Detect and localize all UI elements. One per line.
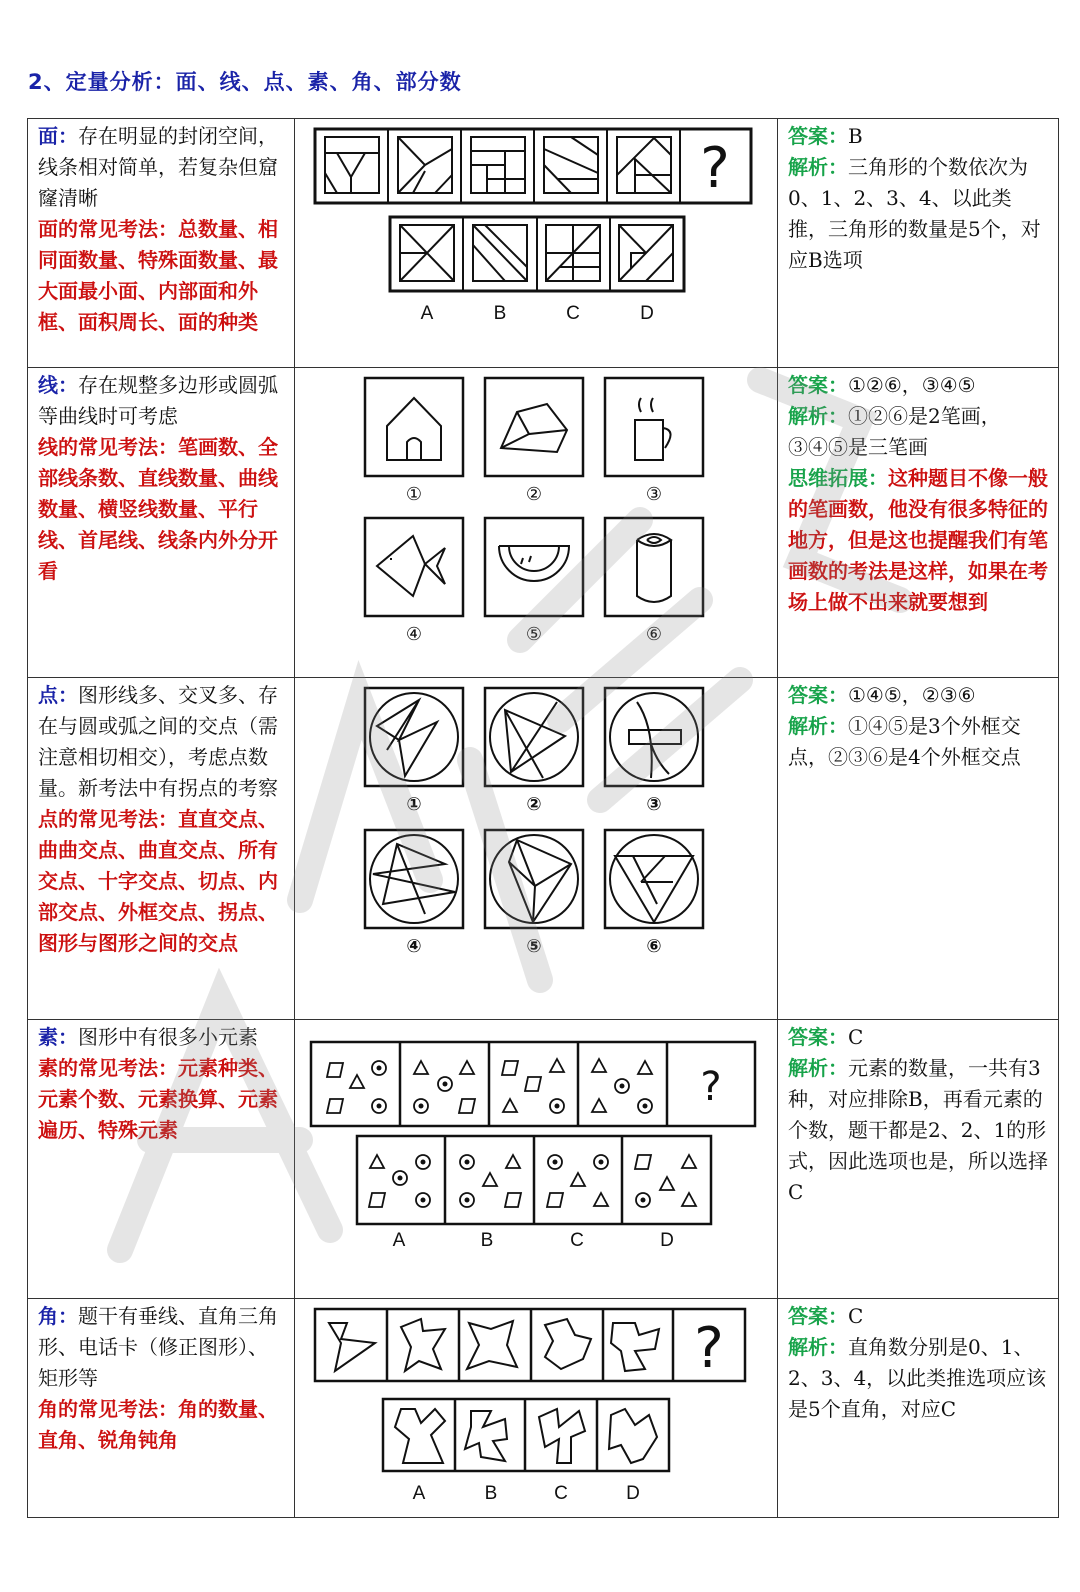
desc-cell [28,1299,295,1518]
figure-label: ⑤ [525,624,543,645]
answer-value: B [848,124,863,148]
answer-cell [778,368,1059,678]
option-label: A [392,1230,406,1251]
answer-cell [778,1020,1059,1299]
row-label: 角： [38,1304,78,1328]
figure-label: ⑤ [526,936,542,957]
row-methods: 线的常见考法：笔画数、全部线条数、直线数量、曲线数量、横竖线数量、平行线、首尾线、线条内外分开看 [38,435,278,583]
figure-cell [295,1020,778,1299]
row-desc: 图形中有很多小元素 [78,1025,258,1049]
element-figure [295,1020,777,1297]
face-figure [295,119,777,366]
answer-label: 答案： [788,1304,848,1328]
option-label: C [570,1230,584,1251]
analysis-label: 解析： [788,155,848,179]
option-label: A [420,303,434,324]
row-label: 面： [38,124,78,148]
angle-figure [295,1299,777,1516]
option-label: C [554,1483,568,1504]
answer-value: C [848,1304,864,1328]
figure-label: ④ [406,936,422,957]
figure-label: ⑥ [645,624,663,645]
row-methods: 面的常见考法：总数量、相同面数量、特殊面数量、最大面最小面、内部面和外框、面积周长、面的种类 [38,217,278,334]
row-methods: 点的常见考法：直直交点、曲曲交点、曲直交点、所有交点、十字交点、切点、内部交点、外框交点、拐点、图形与图形之间的交点 [38,807,278,955]
option-label: D [626,1483,640,1504]
option-label: B [493,303,507,324]
row-desc: 图形线多、交叉多、存在与圆或弧之间的交点（需注意相切相交），考虑点数量。新考法中有拐点的考察 [38,683,278,800]
analysis-text: 直角数分别是0、1、2、3、4，以此类推选项应该是5个直角，对应C [788,1335,1047,1421]
figure-label: ② [526,794,542,815]
extend-label: 思维拓展： [788,466,888,490]
figure-cell [295,678,778,1020]
option-label: D [660,1230,674,1251]
row-label: 点： [38,683,78,707]
option-label: A [412,1483,426,1504]
table-row [28,1299,1059,1518]
row-desc: 存在明显的封闭空间，线条相对简单，若复杂但窟窿清晰 [38,124,278,210]
option-label: D [640,303,654,324]
answer-value: ①④⑤，②③⑥ [848,683,976,707]
question-mark: ? [694,1316,724,1381]
analysis-text: 三角形的个数依次为0、1、2、3、4、以此类推，三角形的数量是5个，对应B选项 [788,155,1041,272]
answer-cell [778,1299,1059,1518]
option-label: B [480,1230,494,1251]
figure-label: ① [406,794,422,815]
figure-cell [295,1299,778,1518]
point-figure [295,678,777,1018]
extend-text: 这种题目不像一般的笔画数，他没有很多特征的地方，但是这也提醒我们有笔画数的考法是这样，如果在考场上做不出来就要想到 [788,466,1048,614]
line-figure [295,368,777,676]
analysis-text: ①②⑥是2笔画，③④⑤是三笔画 [788,404,1001,459]
answer-label: 答案： [788,124,848,148]
row-label: 线： [38,373,78,397]
row-desc: 存在规整多边形或圆弧等曲线时可考虑 [38,373,278,428]
desc-cell [28,119,295,368]
table-row [28,678,1059,1020]
row-methods: 角的常见考法：角的数量、直角、锐角钝角 [38,1397,278,1452]
answer-cell [778,119,1059,368]
option-label: C [566,303,580,324]
row-desc: 题干有垂线、直角三角形、电话卡（修正图形）、矩形等 [38,1304,278,1390]
question-mark: ? [700,1064,722,1110]
analysis-label: 解析： [788,714,848,738]
analysis-label: 解析： [788,1056,848,1080]
figure-label: ① [405,484,423,505]
question-mark: ? [700,136,730,201]
row-methods: 素的常见考法：元素种类、元素个数、元素换算、元素遍历、特殊元素 [38,1056,278,1142]
table-row [28,368,1059,678]
desc-cell [28,368,295,678]
option-label: B [484,1483,498,1504]
answer-label: 答案： [788,683,848,707]
answer-label: 答案： [788,373,848,397]
analysis-label: 解析： [788,404,848,428]
answer-cell [778,678,1059,1020]
table-row [28,1020,1059,1299]
figure-cell [295,368,778,678]
analysis-text: ①④⑤是3个外框交点，②③⑥是4个外框交点 [788,714,1021,769]
table-row [28,119,1059,368]
figure-label: ④ [405,624,423,645]
answer-value: C [848,1025,864,1049]
content-table [27,118,1059,1518]
desc-cell [28,1020,295,1299]
analysis-text: 元素的数量，一共有3种，对应排除B，再看元素的个数，题干都是2、2、1的形式，因此选项也是，所以选择C [788,1056,1048,1204]
figure-label: ② [525,484,543,505]
figure-label: ⑥ [646,936,662,957]
page-title: 2、定量分析：面、线、点、素、角、部分数 [28,70,462,94]
figure-cell [295,119,778,368]
answer-label: 答案： [788,1025,848,1049]
answer-value: ①②⑥，③④⑤ [848,373,976,397]
row-label: 素： [38,1025,78,1049]
analysis-label: 解析： [788,1335,848,1359]
desc-cell [28,678,295,1020]
figure-label: ③ [646,794,662,815]
figure-label: ③ [645,484,663,505]
